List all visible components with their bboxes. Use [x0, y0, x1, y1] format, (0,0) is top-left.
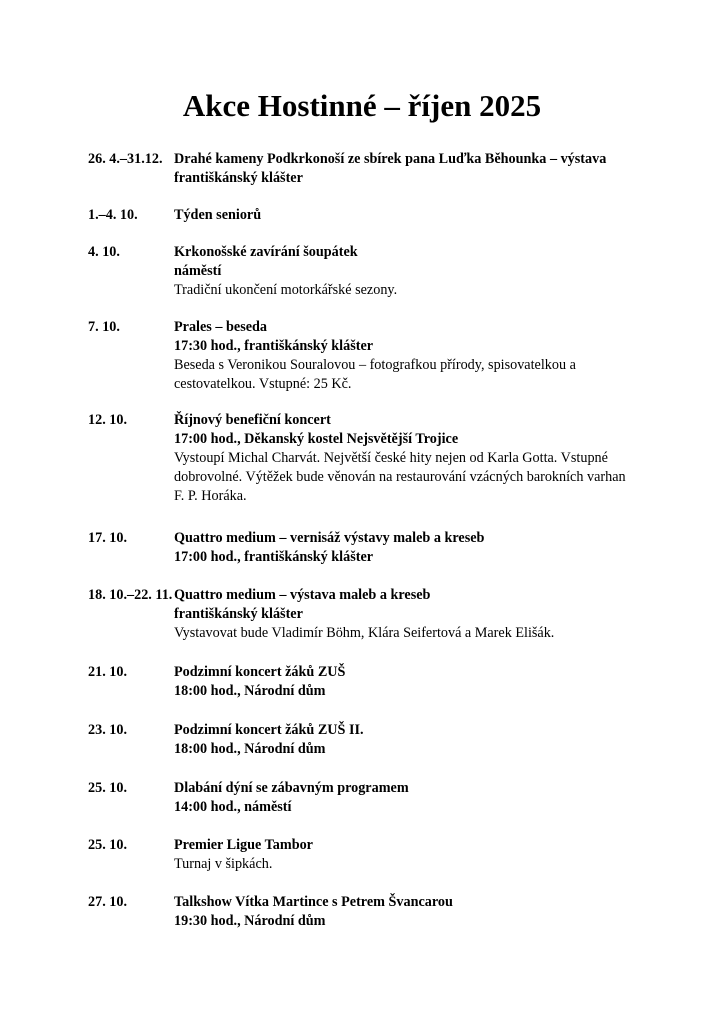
event-name: Podzimní koncert žáků ZUŠ II.	[174, 722, 364, 738]
event-name: Dlabání dýní se zábavným programem	[174, 780, 409, 796]
event-date: 17. 10.	[88, 530, 128, 546]
event-place: 19:30 hod., Národní dům	[174, 913, 326, 929]
event-date: 21. 10.	[88, 664, 128, 680]
event-date: 25. 10.	[88, 780, 128, 796]
page-title: Akce Hostinné – říjen 2025	[182, 88, 542, 123]
event-description: Turnaj v šipkách.	[174, 856, 273, 872]
event-date: 1.–4. 10.	[88, 207, 138, 223]
event-place: 17:00 hod., františkánský klášter	[174, 549, 374, 565]
event-date: 4. 10.	[88, 244, 120, 260]
event-description: dobrovolné. Výtěžek bude věnován na restaurování vzácných barokních varhan	[174, 469, 626, 485]
event-name: Drahé kameny Podkrkonoší ze sbírek pana Luďka Běhounka – výstava	[174, 151, 607, 167]
event-name: Talkshow Vítka Martince s Petrem Švancarou	[174, 894, 453, 910]
event-place: 18:00 hod., Národní dům	[174, 683, 326, 699]
event-name: Krkonošské zavírání šoupátek	[174, 244, 358, 260]
event-description: cestovatelkou. Vstupné: 25 Kč.	[174, 376, 352, 392]
event-date: 12. 10.	[88, 412, 128, 428]
event-date: 26. 4.–31.12.	[88, 151, 163, 167]
event-description: Tradiční ukončení motorkářské sezony.	[174, 282, 398, 298]
event-date: 18. 10.–22. 11.	[88, 587, 173, 603]
event-place: 14:00 hod., náměstí	[174, 799, 292, 815]
event-date: 25. 10.	[88, 837, 128, 853]
event-place: 17:30 hod., františkánský klášter	[174, 338, 374, 354]
event-name: Quattro medium – vernisáž výstavy maleb a kreseb	[174, 530, 485, 546]
event-date: 27. 10.	[88, 894, 128, 910]
event-place: františkánský klášter	[174, 170, 303, 186]
event-name: Týden seniorů	[174, 207, 262, 223]
event-place: františkánský klášter	[174, 606, 303, 622]
event-date: 7. 10.	[88, 319, 120, 335]
event-name: Quattro medium – výstava maleb a kreseb	[174, 587, 431, 603]
event-place: 17:00 hod., Děkanský kostel Nejsvětější Trojice	[174, 431, 459, 447]
event-place: 18:00 hod., Národní dům	[174, 741, 326, 757]
event-name: Prales – beseda	[174, 319, 267, 335]
event-name: Podzimní koncert žáků ZUŠ	[174, 664, 346, 680]
event-description: Vystoupí Michal Charvát. Největší české hity nejen od Karla Gotta. Vstupné	[174, 450, 608, 466]
event-name: Premier Ligue Tambor	[174, 837, 313, 853]
event-description: F. P. Horáka.	[174, 488, 247, 504]
event-place: náměstí	[174, 263, 222, 279]
event-description: Beseda s Veronikou Souralovou – fotografkou přírody, spisovatelkou a	[174, 357, 576, 373]
event-description: Vystavovat bude Vladimír Böhm, Klára Seifertová a Marek Elišák.	[174, 625, 555, 641]
event-name: Říjnový benefiční koncert	[174, 412, 331, 428]
event-date: 23. 10.	[88, 722, 128, 738]
